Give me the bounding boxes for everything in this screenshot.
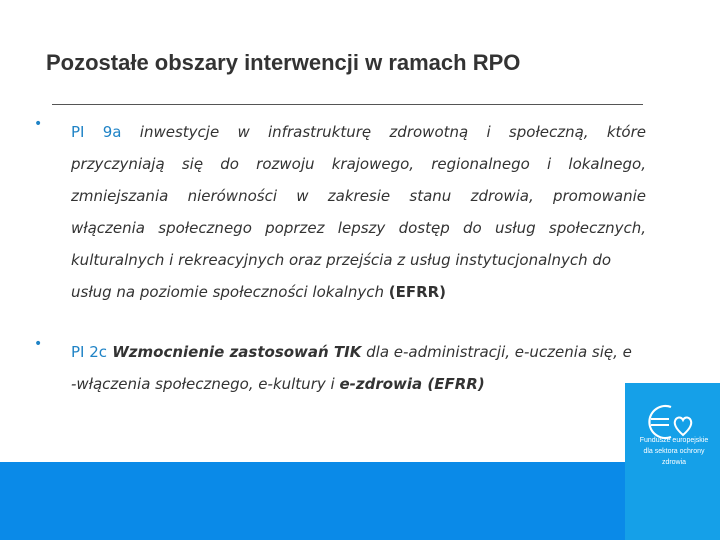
bullet-line: zmniejszania nierówności w zakresie stanu zdrowia, promowanie	[71, 187, 646, 205]
priority-title: Wzmocnienie zastosowań TIK	[107, 343, 362, 361]
priority-code: PI 2c	[71, 343, 108, 361]
bullet-item-pi-2c	[34, 336, 650, 400]
bullet-line: PI 9a inwestycje w infrastrukturę zdrowotną i społeczną, które	[71, 123, 646, 141]
fund-tag: e-zdrowia (EFRR)	[339, 375, 485, 393]
title-divider	[52, 104, 643, 105]
logo-caption: Fundusze europejskie dla sektora ochrony zdrowia	[639, 437, 709, 466]
bullet-line: przyczyniają się do rozwoju krajowego, regionalnego i lokalnego,	[71, 155, 646, 173]
bullet-item-pi-9a	[34, 116, 650, 308]
bullet-line: usług na poziomie społeczności lokalnych (EFRR)	[71, 283, 447, 301]
priority-code: PI 9a	[71, 123, 122, 141]
fund-logo	[625, 383, 720, 540]
bullet-line: włączenia społecznego poprzez lepszy dostęp do usług społecznych,	[71, 219, 646, 237]
bullet-dot: •	[34, 336, 43, 352]
fund-tag: (EFRR)	[388, 283, 447, 301]
bullet-line: PI 2c Wzmocnienie zastosowań TIK dla e-administracji, e-uczenia się, e	[71, 343, 632, 361]
slide-title: Pozostałe obszary interwencji w ramach RPO	[46, 50, 521, 75]
bullet-dot: •	[34, 116, 43, 132]
footer-bar	[0, 462, 720, 540]
bullet-line: -włączenia społecznego, e-kultury i e-zdrowia (EFRR)	[71, 375, 485, 393]
bullet-line: kulturalnych i rekreacyjnych oraz przejścia z usług instytucjonalnych do	[71, 251, 612, 269]
